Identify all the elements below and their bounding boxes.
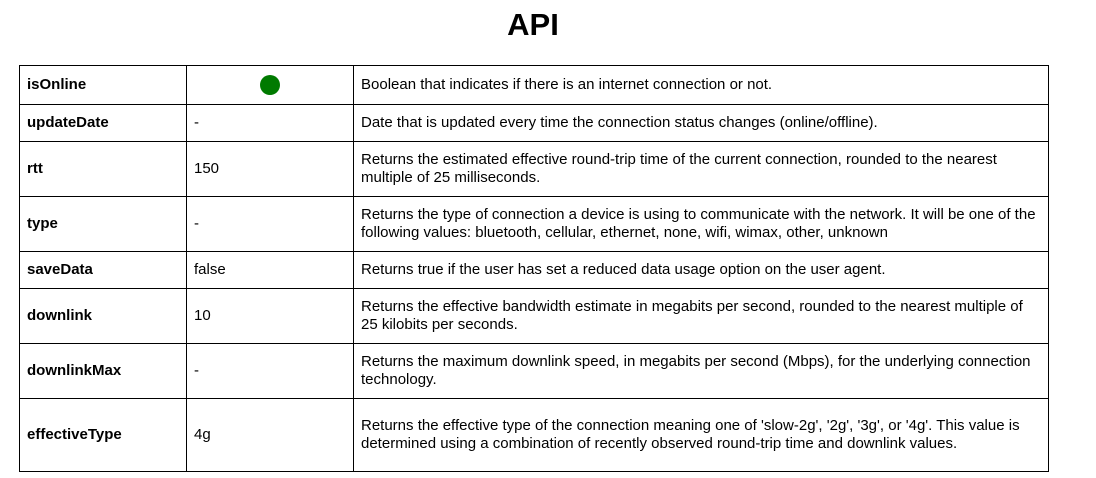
property-name: effectiveType [20, 399, 187, 472]
property-name: updateDate [20, 105, 187, 142]
online-status-dot-icon [260, 75, 280, 95]
table-row [20, 289, 1049, 344]
table-row [20, 344, 1049, 399]
table-row [20, 197, 1049, 252]
property-name: downlinkMax [20, 344, 187, 399]
property-description: Returns the effective bandwidth estimate in megabits per second, rounded to the nearest multiple of 25 kilobits per seconds. [354, 289, 1049, 344]
property-name: rtt [20, 142, 187, 197]
property-description: Returns true if the user has set a reduced data usage option on the user agent. [354, 252, 1049, 289]
property-description: Date that is updated every time the connection status changes (online/offline). [354, 105, 1049, 142]
property-value: - [187, 197, 354, 252]
property-name: type [20, 197, 187, 252]
table-row [20, 66, 1049, 105]
property-value: 4g [187, 399, 354, 472]
table-row [20, 105, 1049, 142]
property-value: - [187, 344, 354, 399]
property-description: Returns the estimated effective round-trip time of the current connection, rounded to the nearest multiple of 25 milliseconds. [354, 142, 1049, 197]
api-table [19, 65, 1049, 472]
property-name: saveData [20, 252, 187, 289]
page-title: API [507, 7, 559, 42]
property-value: 150 [187, 142, 354, 197]
property-value: 10 [187, 289, 354, 344]
table-row [20, 142, 1049, 197]
property-description: Boolean that indicates if there is an internet connection or not. [354, 66, 1049, 105]
property-name: isOnline [20, 66, 187, 105]
property-name: downlink [20, 289, 187, 344]
table-row [20, 252, 1049, 289]
property-value: - [187, 105, 354, 142]
property-description: Returns the effective type of the connection meaning one of 'slow-2g', '2g', '3g', or '4g'. This value is determined using a combination of recently observed round-trip time and downlink values. [354, 399, 1049, 472]
property-value [187, 66, 354, 105]
property-description: Returns the type of connection a device is using to communicate with the network. It will be one of the following values: bluetooth, cellular, ethernet, none, wifi, wimax, other, unknown [354, 197, 1049, 252]
property-value: false [187, 252, 354, 289]
property-description: Returns the maximum downlink speed, in megabits per second (Mbps), for the underlying connection technology. [354, 344, 1049, 399]
table-row [20, 399, 1049, 472]
